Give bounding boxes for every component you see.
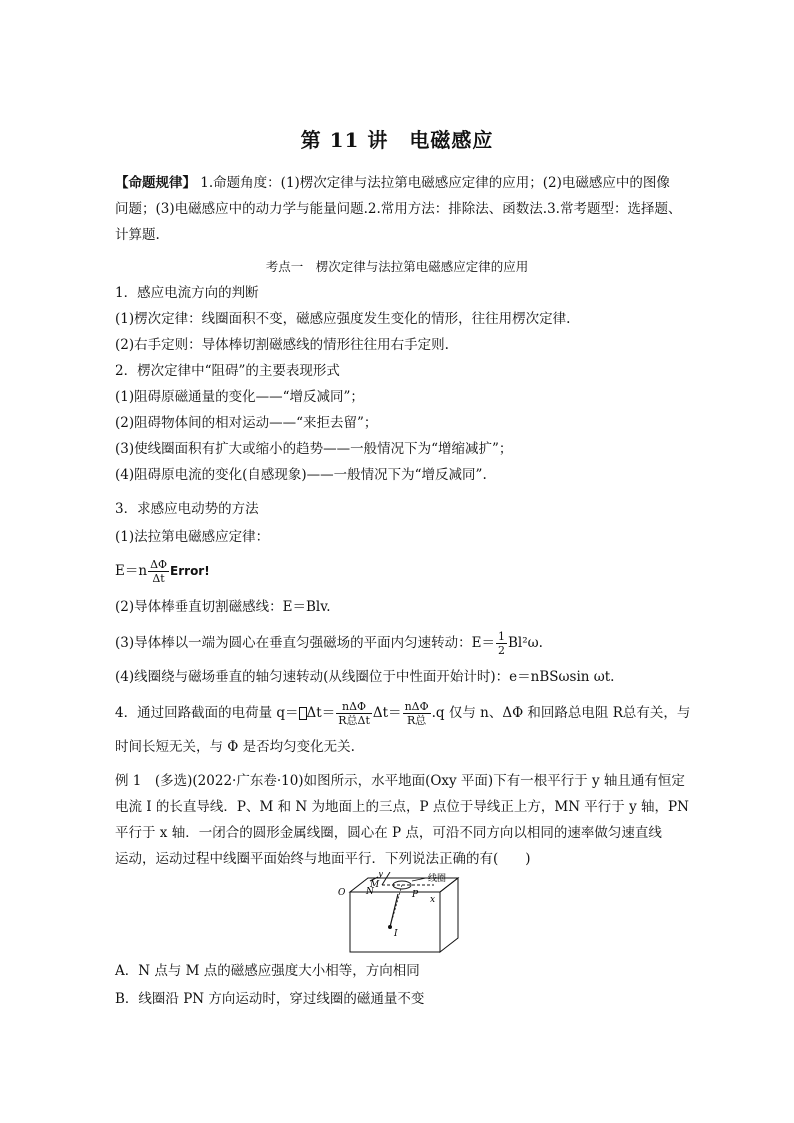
item-h4-a: 4．通过回路截面的电荷量 q＝	[115, 705, 299, 721]
formula-lhs: E＝n	[115, 563, 148, 579]
example-line-1: 例 1 (多选)(2022·广东卷·10)如图所示，水平地面(Oxy 平面)下有一根平行于 y 轴且通有恒定	[115, 773, 685, 789]
item-h4-b: Δt＝	[306, 705, 336, 721]
label-m: M	[370, 880, 380, 890]
option-b: B．线圈沿 PN 方向运动时，穿过线圈的磁通量不变	[115, 991, 425, 1007]
wire-end-point	[388, 925, 392, 929]
formula-error-text: Error!	[170, 564, 210, 578]
example-line-3: 平行于 x 轴．一闭合的圆形金属线圈，圆心在 P 点，可沿不同方向以相同的速率做匀速直线	[115, 825, 662, 841]
item-h3-3-tail: Bl²ω.	[507, 635, 543, 651]
label-p: P	[412, 890, 419, 900]
label-i: I	[394, 929, 398, 939]
charge-fraction-2	[403, 700, 431, 727]
item-h3-1: (1)法拉第电磁感应定律：	[115, 529, 270, 545]
item-h1-2: (2)右手定则：导体棒切割磁感线的情形往往用右手定则.	[115, 337, 449, 353]
fraction-denominator: R总Δt	[338, 714, 370, 727]
wire-shape	[390, 894, 398, 927]
item-h4	[115, 698, 695, 728]
item-h4-c: Δt＝	[372, 705, 402, 721]
item-h4-d: .q 仅与 n、ΔΦ 和回路总电阻 R总有关，与	[431, 705, 691, 721]
item-h4-line-2: 时间长短无关，与 Φ 是否均匀变化无关.	[115, 739, 355, 755]
example-line-4: 运动，运动过程中线圈平面始终与地面平行．下列说法正确的有( )	[115, 851, 531, 867]
item-h3: 3．求感应电动势的方法	[115, 501, 259, 517]
intro-line-2: 问题；(3)电磁感应中的动力学与能量问题.2.常用方法：排除法、函数法.3.常考题型：选择题、	[115, 201, 682, 217]
option-a: A．N 点与 M 点的磁感应强度大小相等，方向相同	[115, 963, 420, 979]
fraction-denominator: Δt	[152, 572, 165, 585]
label-o: O	[338, 888, 346, 898]
intro-line-3: 计算题.	[115, 227, 160, 243]
intro-line-1	[115, 170, 695, 196]
item-h2-4: (4)阻碍原电流的变化(自感现象)——一般情况下为“增反减同”.	[115, 467, 487, 483]
figure-box-wire-coil	[330, 872, 470, 957]
item-h2-3: (3)使线圈面积有扩大或缩小的趋势——一般情况下为“增缩减扩”；	[115, 441, 513, 457]
fraction-numerator: 1	[497, 630, 505, 643]
intro-text-1: 1.命题角度：(1)楞次定律与法拉第电磁感应定律的应用；(2)电磁感应中的图像	[196, 175, 670, 191]
intro-label: 【命题规律】	[115, 175, 196, 191]
example-line-2: 电流 I 的长直导线．P、M 和 N 为地面上的三点，P 点位于导线正上方，MN 平行于 y 轴，PN	[115, 799, 689, 815]
fraction-denominator: R总	[406, 714, 427, 727]
section-heading: 考点一 楞次定律与法拉第电磁感应定律的应用	[265, 259, 529, 274]
item-h2: 2．楞次定律中“阻碍”的主要表现形式	[115, 363, 340, 379]
formula-fraction	[148, 558, 169, 585]
label-x: x	[430, 895, 436, 905]
label-coil: 线圈	[428, 874, 447, 884]
half-fraction	[496, 630, 507, 657]
box-side-face	[440, 878, 458, 952]
fraction-numerator: nΔΦ	[336, 700, 372, 714]
charge-fraction-1	[336, 700, 372, 727]
item-h3-4: (4)线圈绕与磁场垂直的轴匀速转动(从线圈位于中性面开始计时)：e＝nBSωsin ωt.	[115, 669, 615, 685]
item-h1-1: (1)楞次定律：线圈面积不变，磁感应强度发生变化的情形，往往用楞次定律.	[115, 311, 571, 327]
item-h3-3	[115, 628, 695, 658]
item-h2-1: (1)阻碍原磁通量的变化——“增反减同”；	[115, 389, 364, 405]
item-h3-3-text: (3)导体棒以一端为圆心在垂直匀强磁场的平面内匀速转动：E＝	[115, 635, 495, 651]
fraction-numerator: ΔΦ	[150, 558, 168, 571]
fraction-denominator: 2	[497, 644, 505, 657]
label-y: y	[378, 872, 384, 879]
label-n: N	[366, 887, 374, 897]
item-h3-2: (2)导体棒垂直切割磁感线：E＝Blv.	[115, 599, 331, 615]
placeholder-box-icon	[299, 707, 307, 720]
item-h1: 1．感应电流方向的判断	[115, 285, 259, 301]
box-front-face	[350, 892, 440, 952]
page-title: 第 11 讲 电磁感应	[300, 128, 494, 152]
item-h2-2: (2)阻碍物体间的相对运动——“来拒去留”；	[115, 415, 378, 431]
formula-faraday	[115, 556, 695, 586]
fraction-numerator: nΔΦ	[404, 700, 429, 713]
